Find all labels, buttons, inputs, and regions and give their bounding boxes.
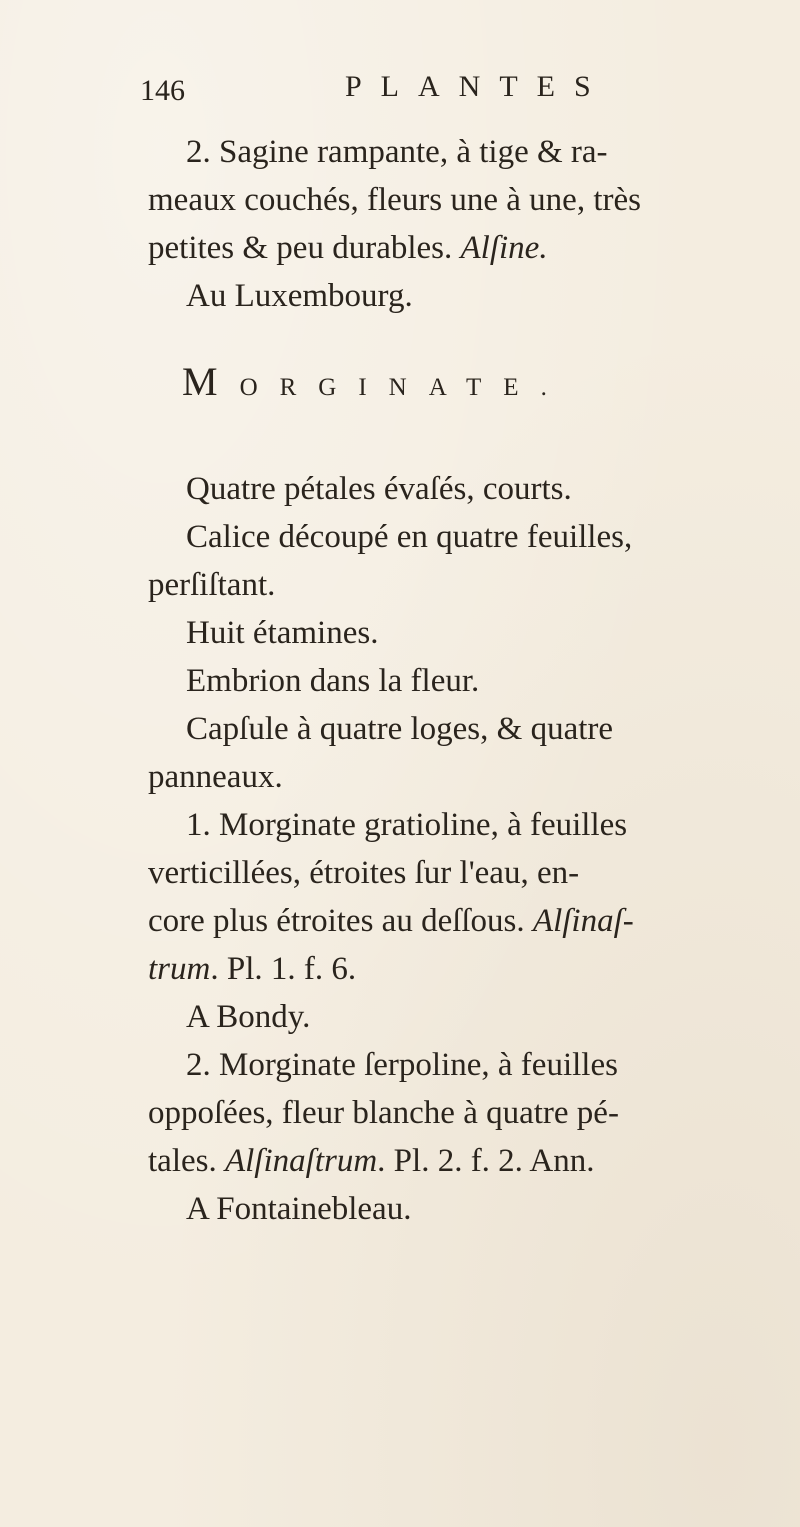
section-title-rest: ORGINATE.: [239, 374, 569, 401]
latin-name: Alſinaſ-: [532, 903, 634, 939]
text-run: petites & peu durables.: [148, 230, 461, 266]
text-line: Huit étamines.: [186, 615, 379, 651]
text-line: Capſule à quatre loges, & quatre: [186, 711, 614, 747]
text-run: tales.: [148, 1143, 225, 1179]
text-line: 2. Morginate ſerpoline, à feuilles: [186, 1047, 618, 1083]
text-run: . Pl. 1. f. 6.: [210, 951, 357, 987]
page-number: 146: [140, 74, 185, 107]
text-line: [148, 945, 788, 993]
text-line: oppoſées, fleur blanche à quatre pé-: [148, 1095, 619, 1131]
text-line: perſiſtant.: [148, 567, 276, 603]
text-run: . Pl. 2. f. 2. Ann.: [377, 1143, 595, 1179]
text-line: A Bondy.: [186, 999, 311, 1035]
text-line: meaux couchés, fleurs une à une, très: [148, 182, 641, 218]
running-head: PLANTES: [345, 70, 610, 103]
text-line: A Fontainebleau.: [186, 1191, 412, 1227]
text-line: [148, 224, 788, 272]
section-title: [148, 358, 788, 412]
page-body: [148, 128, 788, 1233]
text-line: Calice découpé en quatre feuilles,: [186, 519, 633, 555]
text-line: verticillées, étroites ſur l'eau, en-: [148, 855, 580, 891]
page-header: [140, 70, 700, 114]
text-line: Quatre pétales évaſés, courts.: [186, 471, 572, 507]
text-line: panneaux.: [148, 759, 283, 795]
text-line: Embrion dans la fleur.: [186, 663, 480, 699]
section-title-initial: M: [182, 359, 240, 404]
text-run: core plus étroites au deſſous.: [148, 903, 533, 939]
latin-name: trum: [148, 951, 211, 987]
text-line: 2. Sagine rampante, à tige & ra-: [186, 134, 608, 170]
text-line: [148, 1137, 788, 1185]
text-line: [148, 897, 788, 945]
text-line: 1. Morginate gratioline, à feuilles: [186, 807, 628, 843]
text-line: Au Luxembourg.: [186, 278, 413, 314]
latin-name: Alſine.: [460, 230, 548, 266]
latin-name: Alſinaſtrum: [224, 1143, 378, 1179]
